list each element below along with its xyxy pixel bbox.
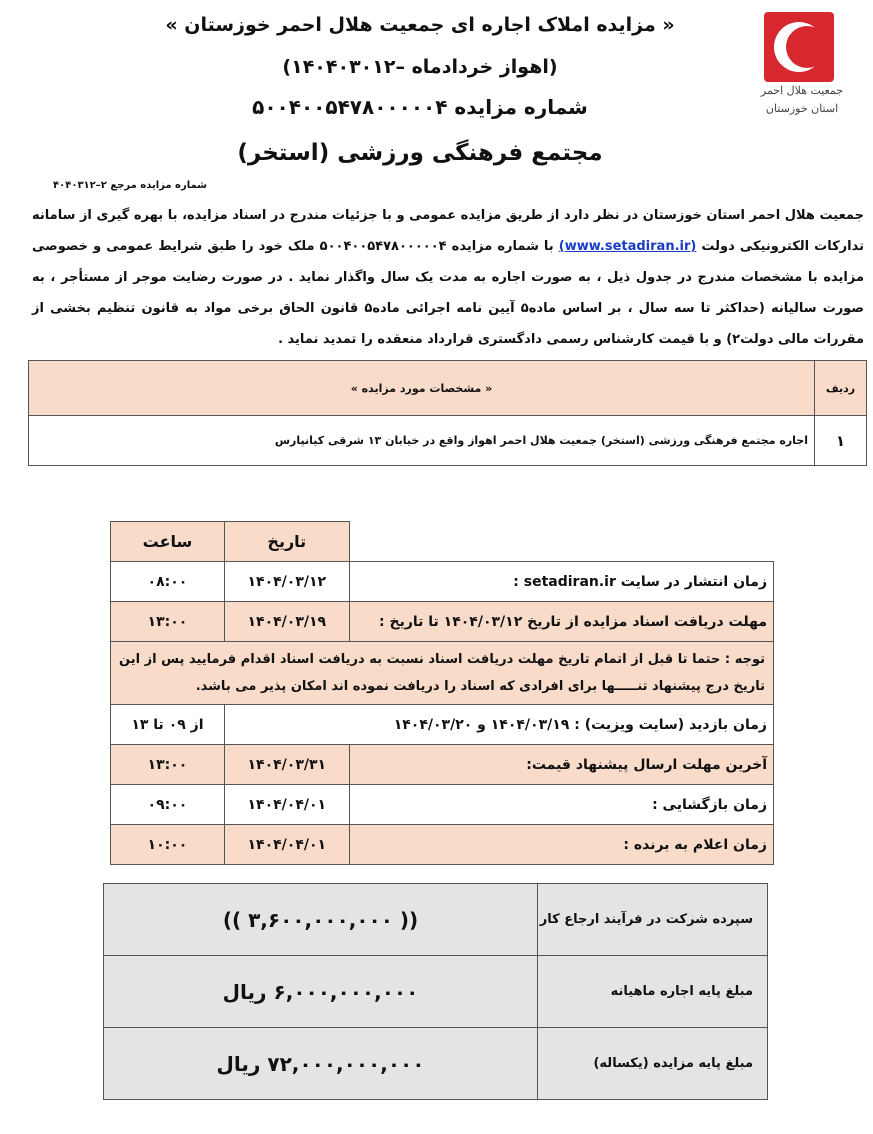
col-time-header: ساعت [111,522,225,562]
docs-label: مهلت دریافت اسناد مزایده از تاریخ ۱۴۰۴/۰۳/۱۲ تا تاریخ : [349,602,773,642]
subject-title: مجتمع فرهنگی ورزشی (استخر) [237,140,603,166]
intro-part1: جمعیت هلال احمر استان خوزستان در نظر دارد از طریق مزایده عمومی و با جزئیات مندرج در اسناد مزایده، با بهره گیری از سامانه تدارکات الکترونیکی دولت [32,208,864,254]
red-crescent-logo [752,12,852,124]
monthly-value: ۶,۰۰۰,۰۰۰,۰۰۰ ریال [104,956,538,1028]
winner-time: ۱۰:۰۰ [111,825,225,865]
reference-number: شماره مزایده مرجع ۲–۴۰۴۰۳۱۲ [53,180,207,191]
table-row [29,416,867,466]
finance-row-deposit [104,884,768,956]
col-row-header: ردیف [815,361,867,416]
col-desc-header: « مشخصات مورد مزایده » [29,361,815,416]
schedule-row-opening [111,785,774,825]
intro-part2: با شماره مزایده ۵۰۰۴۰۰۵۴۷۸۰۰۰۰۰۴ ملک خود را طبق شرایط عمومی و خصوصی مزایده با مشخصات مندرج در جدول ذیل ، به صورت اجاره به مدت یک سال واگذار نماید . در صورت رضایت موجر از مستأجر ، به صورت سالیانه (حداکثر تا سه سال ، بر اساس ماده۵ آیین نامه اجرائی ماده۵ قانون الحاق برخی مواد به قانون تنظیم بخشی از مقررات مالی دولت۲) و با قیمت کارشناس رسمی دادگستری قرارداد منعقده را تمدید نماید . [32,239,864,347]
schedule-header [111,522,774,562]
visit-label: زمان بازدید (سایت ویزیت) : ۱۴۰۴/۰۳/۱۹ و ۱۴۰۴/۰۳/۲۰ [224,705,773,745]
opening-date: ۱۴۰۴/۰۴/۰۱ [224,785,349,825]
finance-row-yearly [104,1028,768,1100]
row-description: اجاره مجتمع فرهنگی ورزشی (استخر) جمعیت هلال احمر اهواز واقع در خیابان ۱۳ شرقی کیانپارس [29,416,815,466]
title-line1: « مزایده املاک اجاره ای جمعیت هلال احمر خوزستان » [165,14,675,36]
docs-date: ۱۴۰۴/۰۳/۱۹ [224,602,349,642]
docs-note: توجه : حتما تا قبل از اتمام تاریخ مهلت دریافت اسناد نسبت به دریافت اسناد اقدام فرمایید پس از این تاریخ درج پیشنهاد تنـــــها برای افرادی که اسناد را دریافت نموده اند امکان پذیر می باشد. [111,642,774,705]
schedule-row-note [111,642,774,705]
publish-date: ۱۴۰۴/۰۳/۱۲ [224,562,349,602]
row-number: ۱ [815,416,867,466]
winner-label: زمان اعلام به برنده : [349,825,773,865]
title-line2: (اهواز خردادماه –۱۴۰۴۰۳۰۱۲) [282,56,558,78]
deadline-date: ۱۴۰۴/۰۳/۳۱ [224,745,349,785]
yearly-label: مبلغ پایه مزایده (یکساله) [538,1028,768,1100]
red-crescent-icon [764,12,834,82]
logo-org-line1: جمعیت هلال احمر [760,84,844,97]
items-table [28,360,867,466]
opening-time: ۰۹:۰۰ [111,785,225,825]
finance-row-monthly [104,956,768,1028]
schedule-row-deadline [111,745,774,785]
yearly-value: ۷۲,۰۰۰,۰۰۰,۰۰۰ ریال [104,1028,538,1100]
deposit-value: (( ۳,۶۰۰,۰۰۰,۰۰۰ )) [104,884,538,956]
schedule-table [110,521,774,865]
logo-org-line2: استان خوزستان [765,102,839,115]
monthly-label: مبلغ پایه اجاره ماهیانه [538,956,768,1028]
schedule-row-winner [111,825,774,865]
col-date-header: تاریخ [224,522,349,562]
publish-label: زمان انتشار در سایت setadiran.ir : [349,562,773,602]
publish-time: ۰۸:۰۰ [111,562,225,602]
deadline-time: ۱۳:۰۰ [111,745,225,785]
intro-paragraph [32,200,864,355]
deadline-label: آخرین مهلت ارسال پیشنهاد قیمت: [349,745,773,785]
schedule-row-docs [111,602,774,642]
finance-table [103,883,768,1100]
auction-number: شماره مزایده ۵۰۰۴۰۰۵۴۷۸۰۰۰۰۰۴ [252,95,588,119]
opening-label: زمان بازگشایی : [349,785,773,825]
deposit-label: سپرده شرکت در فرآیند ارجاع کار [538,884,768,956]
setadiran-link[interactable]: (www.setadiran.ir) [558,239,697,254]
visit-time: از ۰۹ تا ۱۳ [111,705,225,745]
winner-date: ۱۴۰۴/۰۴/۰۱ [224,825,349,865]
schedule-row-visit [111,705,774,745]
schedule-row-publish [111,562,774,602]
items-table-header [29,361,867,416]
docs-time: ۱۳:۰۰ [111,602,225,642]
schedule-header-empty [349,522,773,562]
